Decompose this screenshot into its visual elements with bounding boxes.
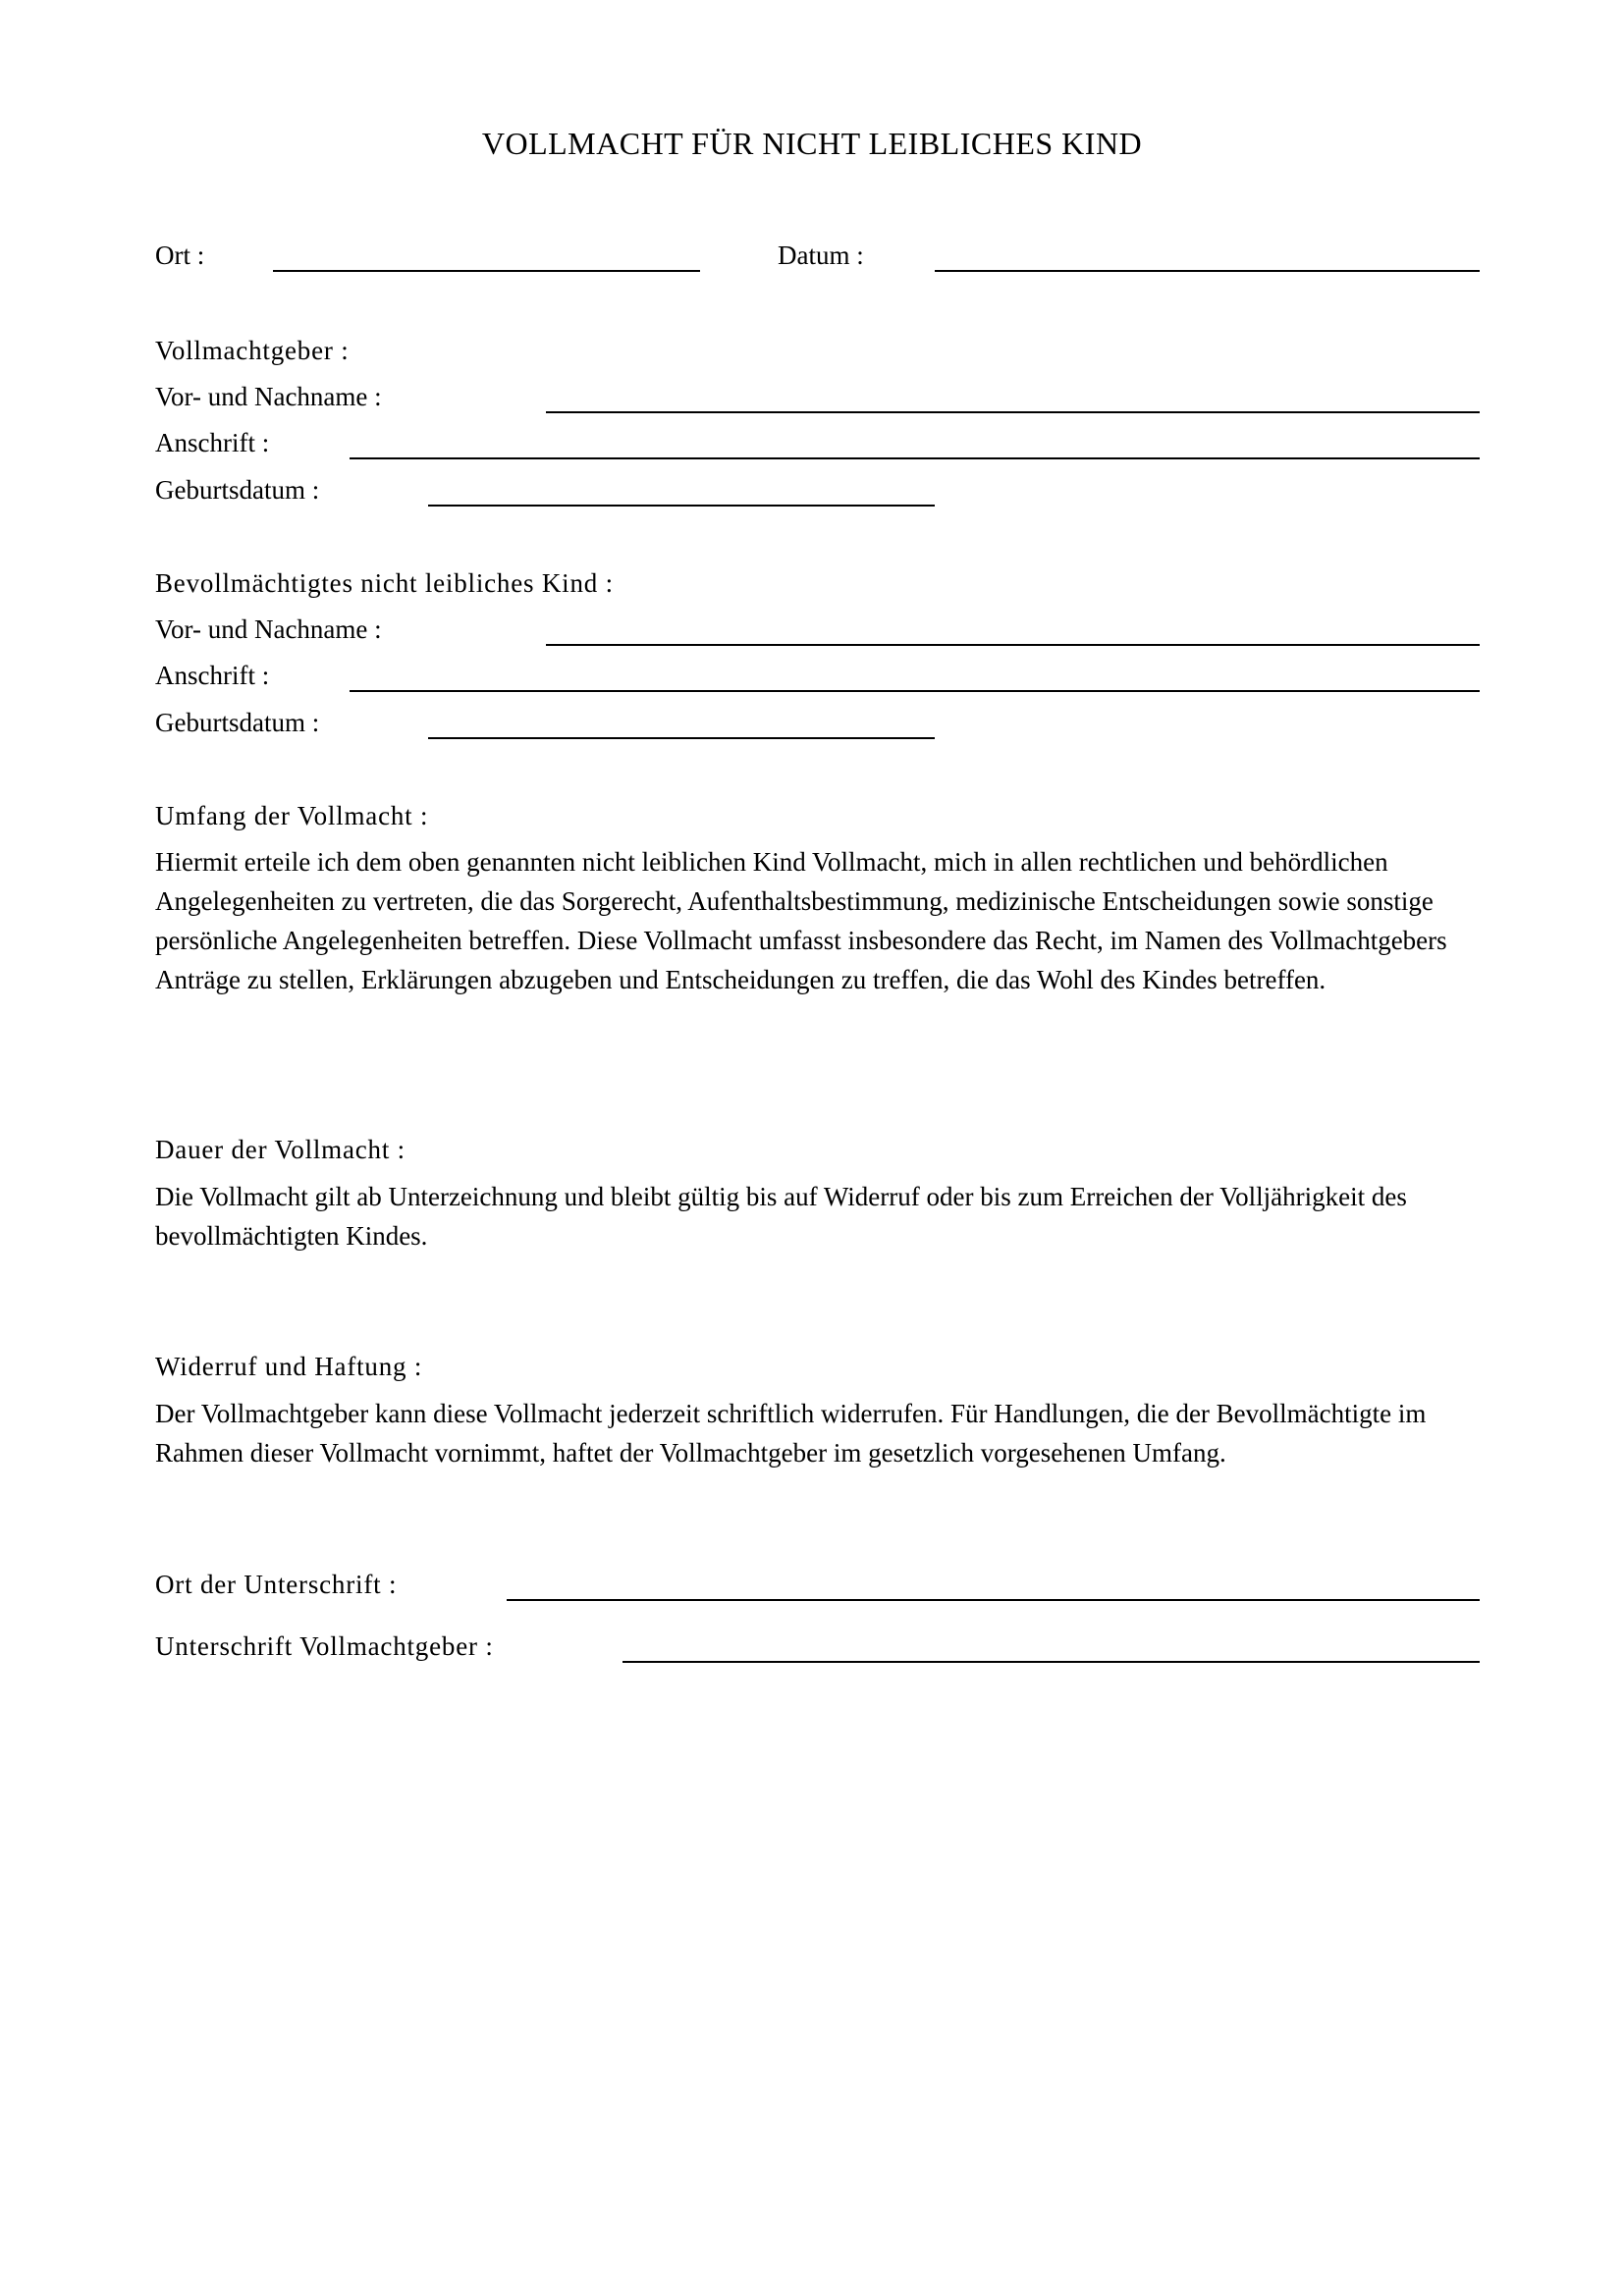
widerruf-heading: Widerruf und Haftung : <box>155 1352 423 1381</box>
vollmachtgeber-name-field[interactable] <box>546 411 1480 413</box>
dauer-text: Die Vollmacht gilt ab Unterzeichnung und bleibt gültig bis auf Widerruf oder bis zum Erreichen der Volljährigkeit des bevollmächtigten Kindes. <box>155 1182 1407 1251</box>
umfang-text: Hiermit erteile ich dem oben genannten nicht leiblichen Kind Vollmacht, mich in allen rechtlichen und behördlichen Angelegenheiten zu vertreten, die das Sorgerecht, Aufenthaltsbestimmung, medizinische Entscheidungen sowie sonstige persönliche Angelegenheiten betreffen. Diese Vollmacht umfasst insbesondere das Recht, im Namen des Vollmachtgebers Anträge zu stellen, Erklärungen abzugeben und Entscheidungen zu treffen, die das Wohl des Kindes betreffen. <box>155 847 1447 994</box>
kind-address-field[interactable] <box>350 690 1480 692</box>
umfang-heading: Umfang der Vollmacht : <box>155 801 429 830</box>
kind-name-field[interactable] <box>546 644 1480 646</box>
vollmachtgeber-heading: Vollmachtgeber : <box>155 336 350 365</box>
kind-heading: Bevollmächtigtes nicht leibliches Kind : <box>155 568 614 598</box>
vollmachtgeber-address-label: Anschrift : <box>155 428 270 457</box>
kind-birthdate-field[interactable] <box>428 737 935 739</box>
datum-label: Datum : <box>778 240 864 270</box>
signature-place-field[interactable] <box>507 1599 1480 1601</box>
signature-place-label: Ort der Unterschrift : <box>155 1570 398 1599</box>
kind-name-label: Vor- und Nachname : <box>155 614 382 644</box>
ort-field[interactable] <box>273 270 700 272</box>
vollmachtgeber-birthdate-field[interactable] <box>428 505 935 507</box>
kind-address-label: Anschrift : <box>155 661 270 690</box>
dauer-heading: Dauer der Vollmacht : <box>155 1135 406 1164</box>
signature-field[interactable] <box>623 1661 1480 1663</box>
widerruf-text: Der Vollmachtgeber kann diese Vollmacht jederzeit schriftlich widerrufen. Für Handlungen, die der Bevollmächtigte im Rahmen dieser Vollmacht vornimmt, haftet der Vollmachtgeber im gesetzlich vorgesehenen Umfang. <box>155 1399 1427 1468</box>
vollmachtgeber-name-label: Vor- und Nachname : <box>155 382 382 411</box>
vollmachtgeber-birthdate-label: Geburtsdatum : <box>155 475 320 505</box>
document-title: VOLLMACHT FÜR NICHT LEIBLICHES KIND <box>481 126 1143 161</box>
ort-label: Ort : <box>155 240 205 270</box>
kind-birthdate-label: Geburtsdatum : <box>155 708 320 737</box>
vollmachtgeber-address-field[interactable] <box>350 457 1480 459</box>
signature-label: Unterschrift Vollmachtgeber : <box>155 1631 494 1661</box>
datum-field[interactable] <box>935 270 1480 272</box>
